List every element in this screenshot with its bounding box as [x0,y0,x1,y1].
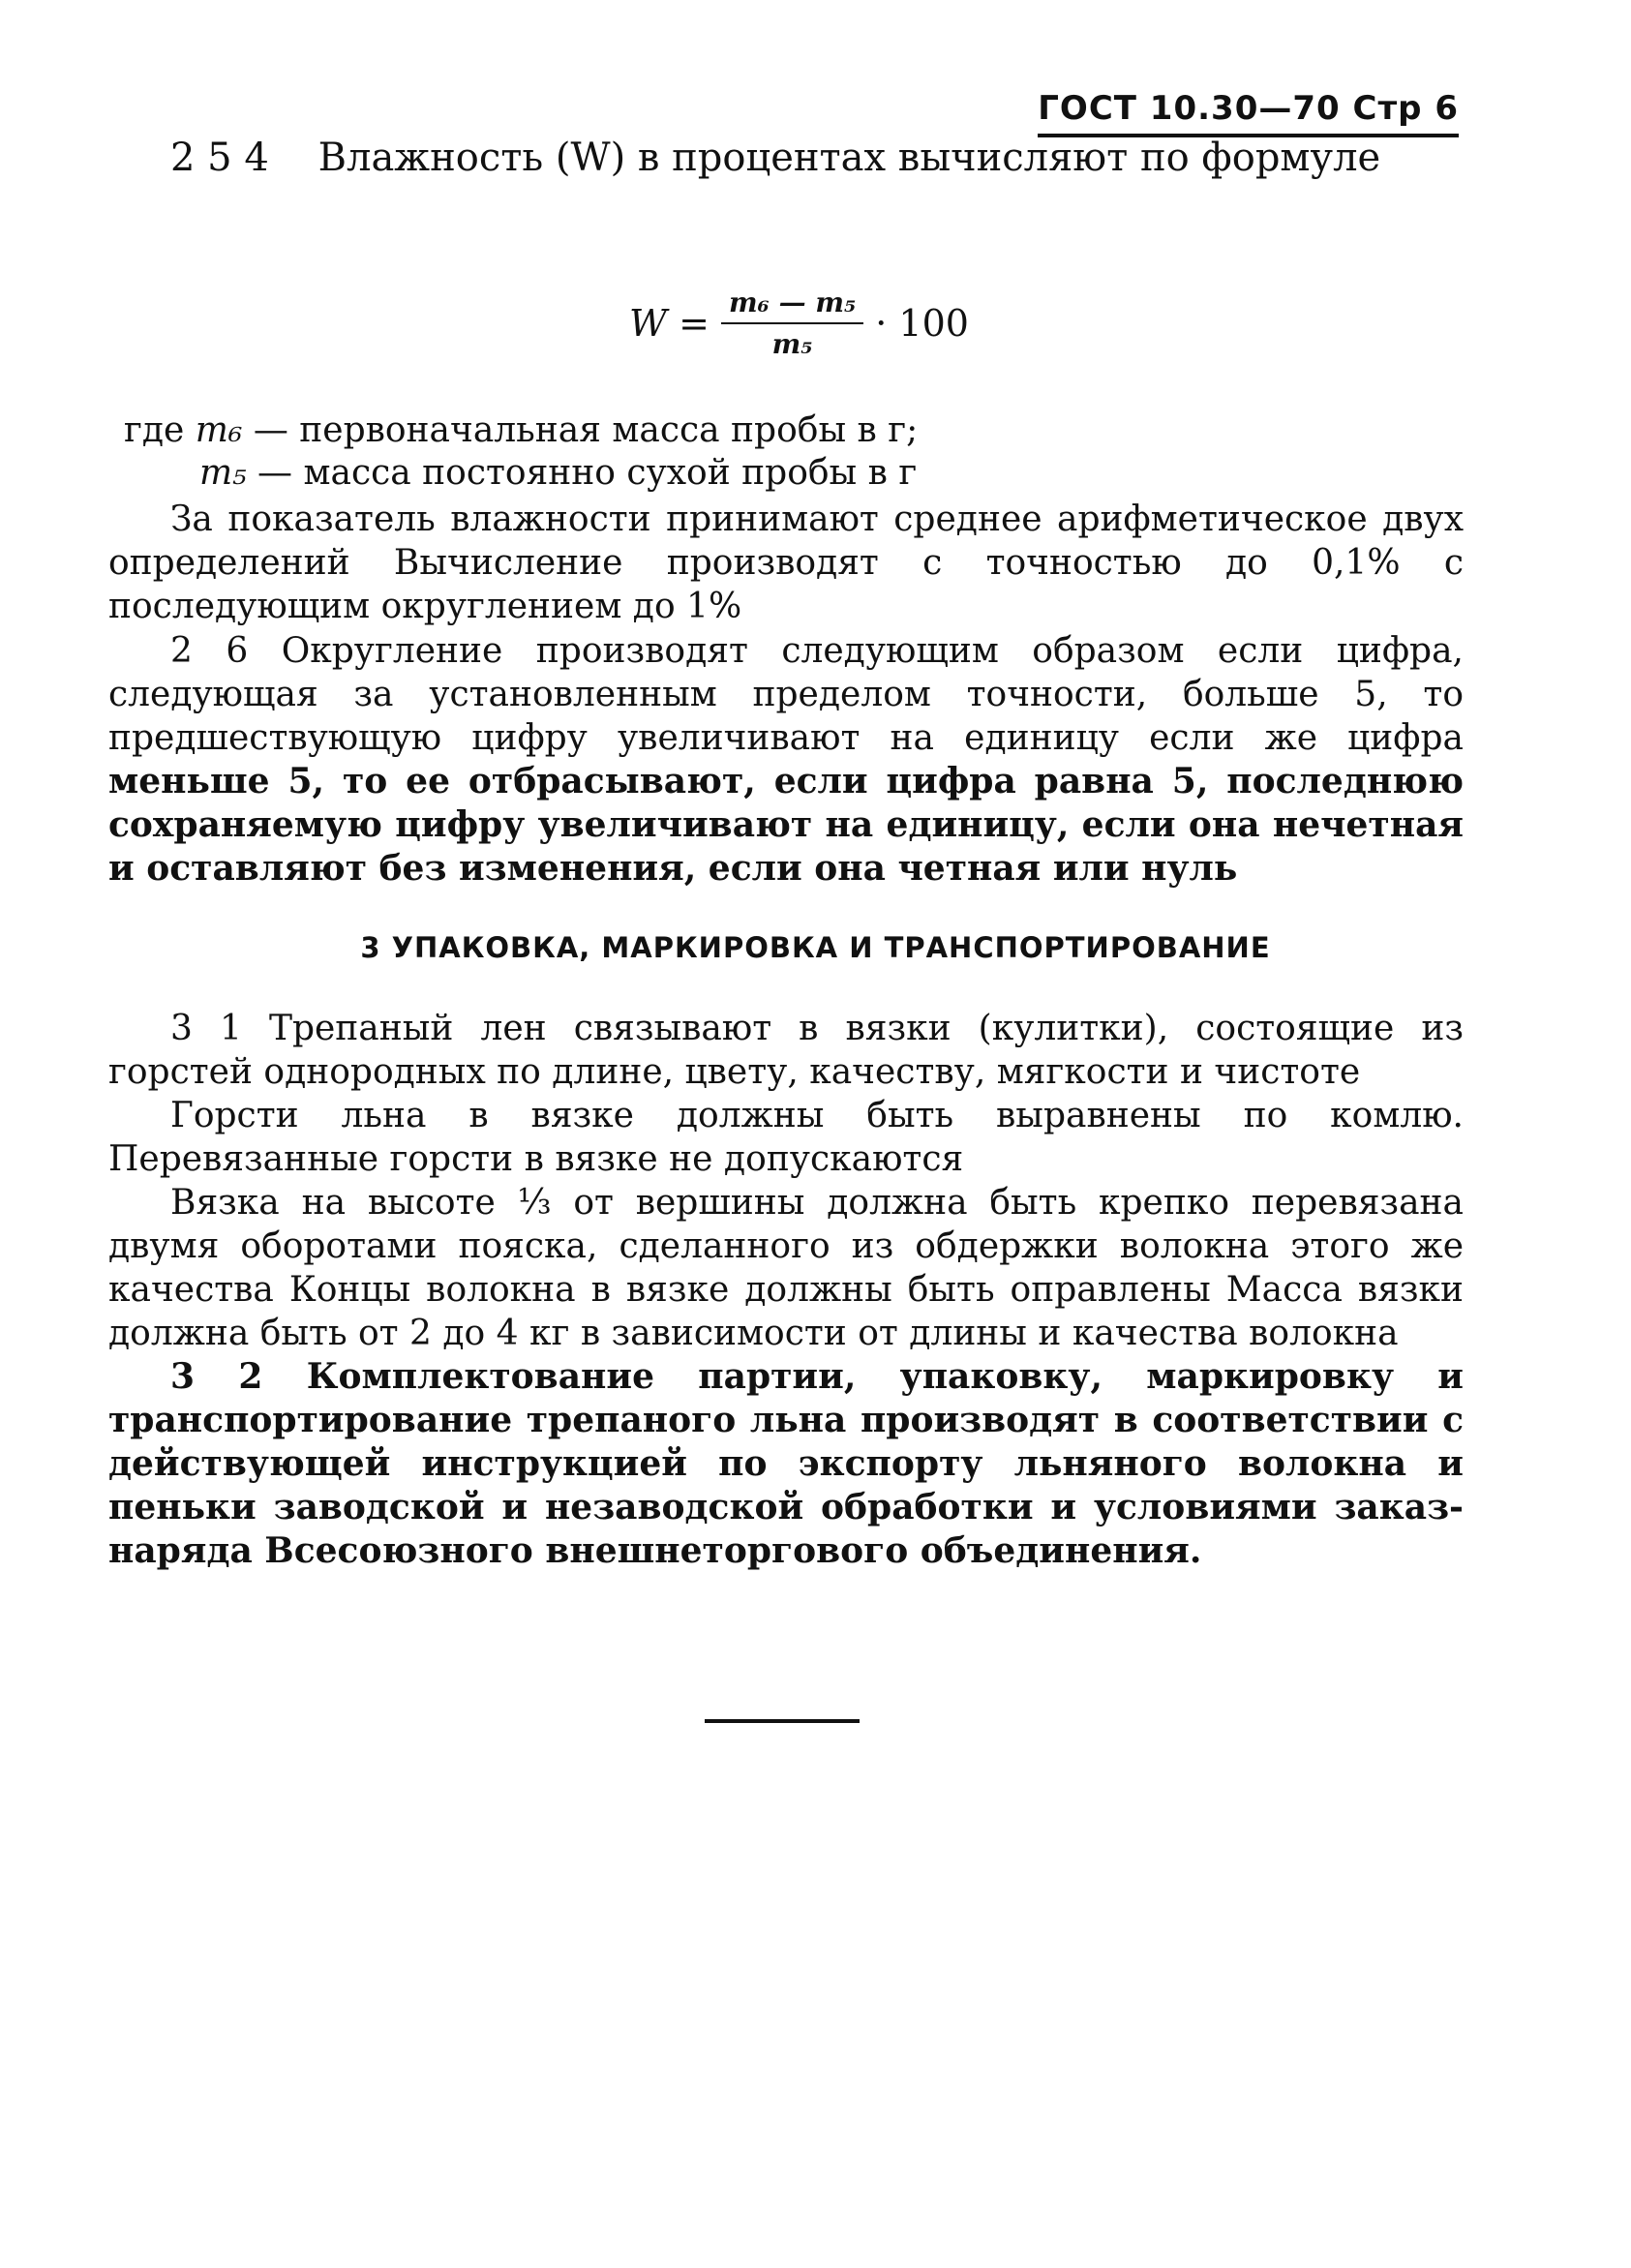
variable-m6: m₆ [195,410,243,450]
paragraph-3-2-packaging: 3 2 Комплектование партии, упаковку, маркировку и транспортирование трепаного льна производят в соответствии с действующей инструкцией по экспорту льняного волокна и пеньки заводской и незаводской обработки и условиями заказ-наряда Всесоюзного внешнеторгового объединения. [108,1356,1464,1571]
paragraph-handfuls-alignment: Горсти льна в вязке должны быть выравнены по комлю. Перевязанные горсти в вязке не допускаются [108,1096,1464,1179]
formula-lhs: W = [629,302,710,345]
formula-numerator: m₆ — m₅ [721,287,863,324]
moisture-formula [629,287,969,360]
formula-intro-line [170,136,1380,180]
item-number-2-5-4: 2 5 4 [170,136,269,180]
rounding-rule-text-bold: меньше 5, то ее отбрасывают, если цифра равна 5, последнюю сохраняемую цифру увеличивают на единицу, если она нечетная и оставляют без изменения, если она четная или нуль [108,761,1464,889]
variable-m5: m₅ [199,453,247,493]
formula-denominator: m₅ [771,328,813,360]
formula-fraction [721,287,863,360]
rounding-rule-text: 2 6 Округление производят следующим образом если цифра, следующая за установленным пределом точности, больше 5, то предшествующую цифру увеличивают на единицу если же цифра [108,631,1464,758]
end-of-text-rule [705,1719,860,1723]
paragraph-3-1-bundling: 3 1 Трепаный лен связывают в вязки (кулитки), состоящие из горстей однородных по длине, цвету, качеству, мягкости и чистоте [108,1009,1464,1092]
where-definition-2 [199,453,917,493]
page-header-standard-code: ГОСТ 10.30—70 Стр 6 [1038,89,1459,137]
section-3-title: 3 УПАКОВКА, МАРКИРОВКА И ТРАНСПОРТИРОВАНИЕ [360,931,1271,964]
definition-m6: — первоначальная масса пробы в г; [253,410,919,450]
definition-m5: — масса постоянно сухой пробы в г [257,453,918,493]
formula-intro-text: Влажность (W) в процентах вычисляют по формуле [317,136,1381,180]
where-definition-1 [124,410,918,450]
where-label: где [124,410,185,450]
formula-multiplier: · 100 [875,302,969,345]
paragraph-2-6-rounding [108,629,1464,891]
paragraph-average-moisture: За показатель влажности принимают среднее арифметическое двух определений Вычисление производят с точностью до 0,1% с последующим округлением до 1% [108,499,1464,626]
paragraph-bundle-tying: Вязка на высоте ⅓ от вершины должна быть крепко перевязана двумя оборотами пояска, сделанного из обдержки волокна этого же качества Концы волокна в вязке должны быть оправлены Масса вязки должна быть от 2 до 4 кг в зависимости от длины и качества волокна [108,1183,1464,1353]
